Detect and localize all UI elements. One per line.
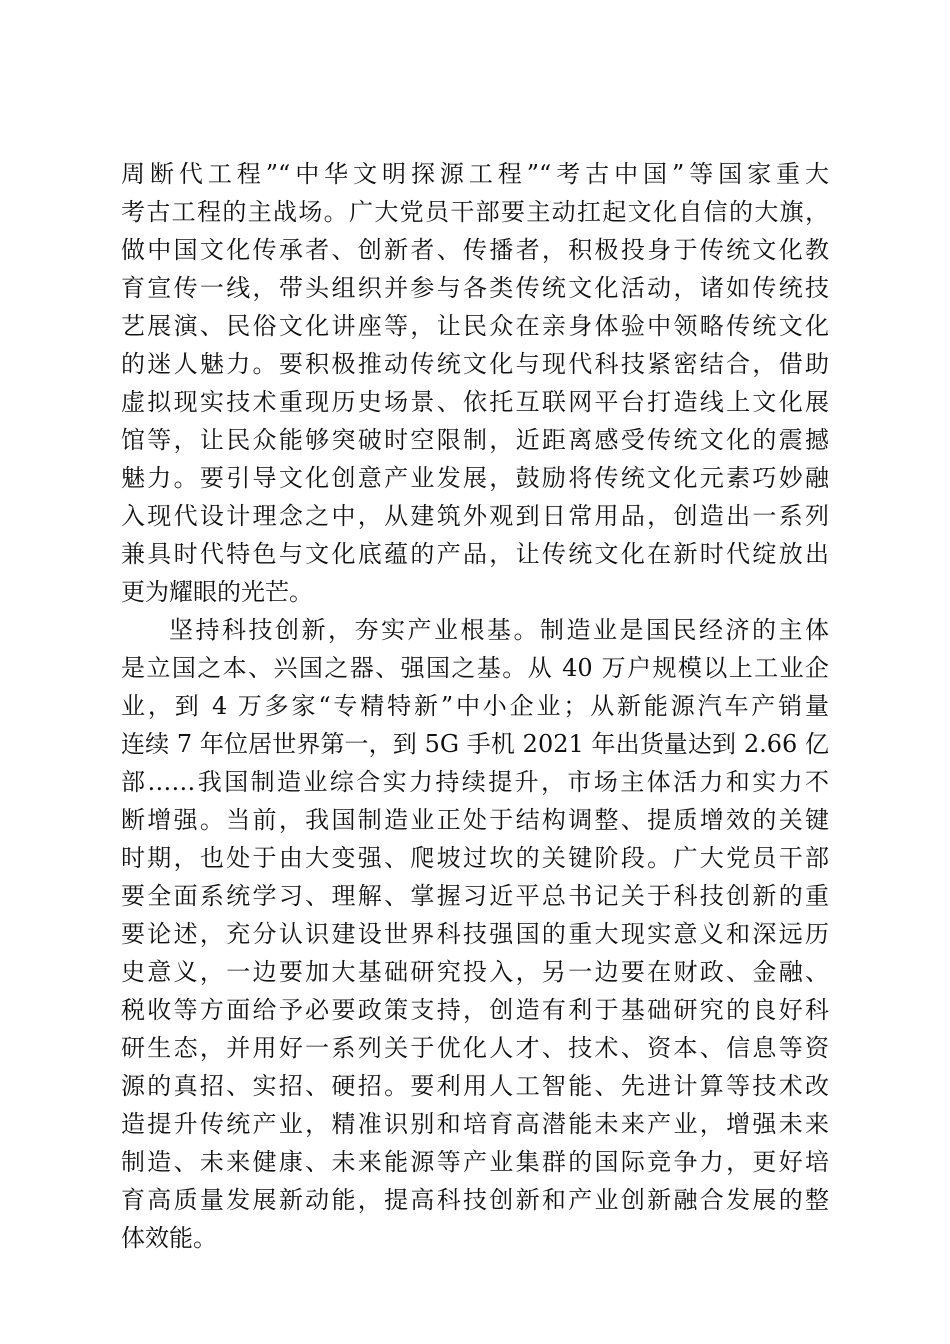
text-line: 史意义，一边要加大基础研究投入，另一边要在财政、金融、 xyxy=(121,958,829,986)
text-line: 艺展演、民俗文化讲座等，让民众在亲身体验中领略传统文化 xyxy=(121,312,829,340)
text-line: 周断代工程”“中华文明探源工程”“考古中国”等国家重大 xyxy=(121,160,829,188)
text-line: 育高质量发展新动能，提高科技创新和产业创新融合发展的整 xyxy=(121,1186,829,1214)
text-line: 要全面系统学习、理解、掌握习近平总书记关于科技创新的重 xyxy=(121,882,829,910)
text-line: 虚拟现实技术重现历史场景、依托互联网平台打造线上文化展 xyxy=(121,388,829,416)
text-line: 体效能。 xyxy=(121,1224,217,1252)
text-line: 兼具时代特色与文化底蕴的产品，让传统文化在新时代绽放出 xyxy=(121,540,829,568)
text-line: 研生态，并用好一系列关于优化人才、技术、资本、信息等资 xyxy=(121,1034,829,1062)
text-line: 造提升传统产业，精准识别和培育高潜能未来产业，增强未来 xyxy=(121,1110,829,1138)
text-line: 是立国之本、兴国之器、强国之基。从 40 万户规模以上工业企 xyxy=(121,654,829,682)
text-line: 制造、未来健康、未来能源等产业集群的国际竞争力，更好培 xyxy=(121,1148,829,1176)
text-line: 连续 7 年位居世界第一，到 5G 手机 2021 年出货量达到 2.66 亿 xyxy=(121,730,829,758)
text-line: 育宣传一线，带头组织并参与各类传统文化活动，诸如传统技 xyxy=(121,274,829,302)
text-line: 时期，也处于由大变强、爬坡过坎的关键阶段。广大党员干部 xyxy=(121,844,829,872)
text-line: 入现代设计理念之中，从建筑外观到日常用品，创造出一系列 xyxy=(121,502,829,530)
text-line: 馆等，让民众能够突破时空限制，近距离感受传统文化的震撼 xyxy=(121,426,829,454)
text-line: 断增强。当前，我国制造业正处于结构调整、提质增效的关键 xyxy=(121,806,829,834)
text-line: 做中国文化传承者、创新者、传播者，积极投身于传统文化教 xyxy=(121,236,829,264)
paragraph-first-line: 坚持科技创新，夯实产业根基。制造业是国民经济的主体 xyxy=(169,616,829,644)
text-line: 考古工程的主战场。广大党员干部要主动扛起文化自信的大旗， xyxy=(121,198,829,226)
text-line: 魅力。要引导文化创意产业发展，鼓励将传统文化元素巧妙融 xyxy=(121,464,829,492)
text-line: 部……我国制造业综合实力持续提升，市场主体活力和实力不 xyxy=(121,768,829,796)
text-line: 的迷人魅力。要积极推动传统文化与现代科技紧密结合，借助 xyxy=(121,350,829,378)
text-line: 更为耀眼的光芒。 xyxy=(121,578,313,606)
text-line: 税收等方面给予必要政策支持，创造有利于基础研究的良好科 xyxy=(121,996,829,1024)
text-line: 源的真招、实招、硬招。要利用人工智能、先进计算等技术改 xyxy=(121,1072,829,1100)
text-line: 要论述，充分认识建设世界科技强国的重大现实意义和深远历 xyxy=(121,920,829,948)
text-line: 业，到 4 万多家“专精特新”中小企业；从新能源汽车产销量 xyxy=(121,692,829,720)
